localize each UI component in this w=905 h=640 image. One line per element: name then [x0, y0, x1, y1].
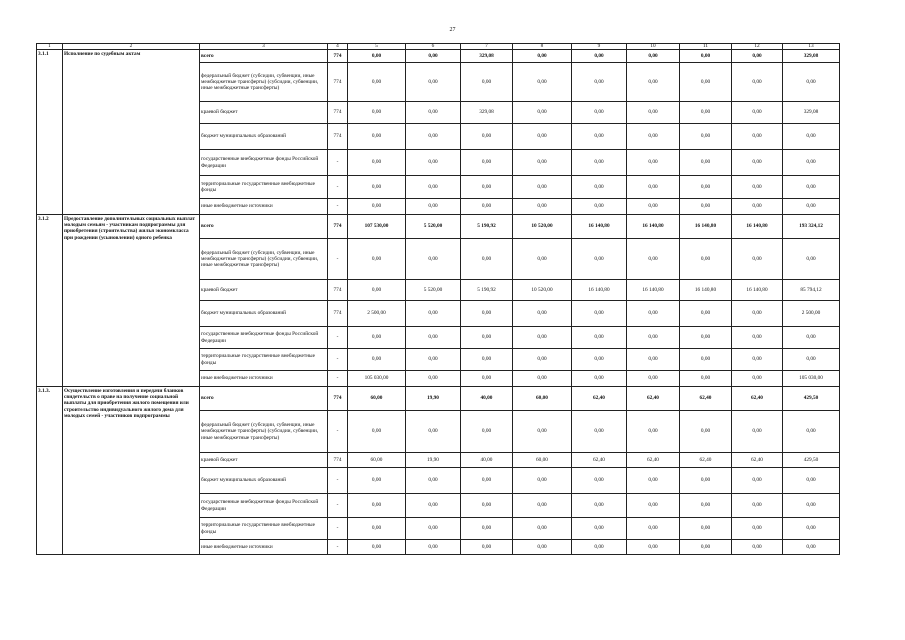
amount-cell: 40,00 [461, 453, 513, 468]
funding-source: всего [200, 50, 328, 63]
amount-cell: 0,00 [627, 199, 680, 215]
amount-cell: 0,00 [406, 301, 461, 327]
amount-cell: 0,00 [572, 349, 627, 371]
funding-source: краевой бюджет [200, 280, 328, 301]
budget-code: - [328, 239, 348, 280]
budget-code: 774 [328, 280, 348, 301]
budget-code: 774 [328, 124, 348, 150]
total-cell: 85 794,12 [783, 280, 840, 301]
total-cell: 0,00 [783, 327, 840, 349]
column-header: 2 [63, 44, 200, 50]
budget-code: - [328, 349, 348, 371]
page-number: 27 [449, 27, 456, 33]
amount-cell: 0,00 [680, 371, 732, 387]
amount-cell: 0,00 [732, 540, 783, 555]
amount-cell: 0,00 [461, 124, 513, 150]
amount-cell: 0,00 [572, 150, 627, 176]
total-cell: 329,08 [783, 50, 840, 63]
total-cell: 429,50 [783, 453, 840, 468]
column-header: 5 [348, 44, 406, 50]
amount-cell: 16 140,80 [680, 215, 732, 239]
amount-cell: 0,00 [627, 150, 680, 176]
amount-cell: 0,00 [572, 102, 627, 124]
amount-cell: 0,00 [348, 63, 406, 102]
amount-cell: 0,00 [461, 63, 513, 102]
amount-cell: 0,00 [461, 199, 513, 215]
amount-cell: 0,00 [572, 176, 627, 199]
budget-code: 774 [328, 301, 348, 327]
funding-source: территориальные государственные внебюджетные фонды [200, 176, 328, 199]
amount-cell: 0,00 [680, 468, 732, 494]
amount-cell: 62,40 [732, 453, 783, 468]
amount-cell: 62,40 [732, 387, 783, 411]
column-header: 11 [680, 44, 732, 50]
total-cell: 0,00 [783, 239, 840, 280]
budget-code: 774 [328, 50, 348, 63]
amount-cell: 0,00 [572, 468, 627, 494]
funding-source: бюджет муниципальных образований [200, 301, 328, 327]
budget-code: - [328, 150, 348, 176]
amount-cell: 0,00 [461, 518, 513, 540]
total-cell: 0,00 [783, 468, 840, 494]
amount-cell: 0,00 [461, 411, 513, 453]
amount-cell: 0,00 [513, 301, 572, 327]
funding-source: государственные внебюджетные фонды Российской Федерации [200, 150, 328, 176]
amount-cell: 0,00 [732, 63, 783, 102]
amount-cell: 0,00 [513, 102, 572, 124]
amount-cell: 16 140,80 [732, 215, 783, 239]
funding-source: бюджет муниципальных образований [200, 124, 328, 150]
total-cell: 0,00 [783, 494, 840, 518]
amount-cell: 0,00 [680, 176, 732, 199]
amount-cell: 16 140,80 [572, 280, 627, 301]
amount-cell: 0,00 [732, 411, 783, 453]
amount-cell: 0,00 [627, 411, 680, 453]
column-header: 3 [200, 44, 328, 50]
amount-cell: 0,00 [348, 124, 406, 150]
table-row [37, 387, 840, 411]
amount-cell: 60,00 [513, 387, 572, 411]
amount-cell: 19,90 [406, 387, 461, 411]
section-number: 3.1.2 [37, 215, 63, 387]
amount-cell: 0,00 [572, 327, 627, 349]
amount-cell: 0,00 [406, 349, 461, 371]
funding-source: иные внебюджетные источники [200, 371, 328, 387]
amount-cell: 40,00 [461, 387, 513, 411]
amount-cell: 0,00 [627, 468, 680, 494]
amount-cell: 0,00 [406, 102, 461, 124]
amount-cell: 0,00 [627, 63, 680, 102]
amount-cell: 0,00 [627, 102, 680, 124]
amount-cell: 0,00 [461, 150, 513, 176]
amount-cell: 0,00 [680, 150, 732, 176]
amount-cell: 0,00 [627, 301, 680, 327]
column-header: 1 [37, 44, 63, 50]
amount-cell: 0,00 [572, 518, 627, 540]
amount-cell: 0,00 [461, 327, 513, 349]
funding-source: государственные внебюджетные фонды Российской Федерации [200, 494, 328, 518]
amount-cell: 0,00 [406, 518, 461, 540]
column-header: 4 [328, 44, 348, 50]
amount-cell: 0,00 [572, 371, 627, 387]
amount-cell: 0,00 [348, 102, 406, 124]
amount-cell: 0,00 [513, 176, 572, 199]
section-number: 3.1.1 [37, 50, 63, 215]
amount-cell: 0,00 [513, 371, 572, 387]
amount-cell: 60,00 [348, 453, 406, 468]
amount-cell: 0,00 [572, 50, 627, 63]
amount-cell: 0,00 [572, 199, 627, 215]
amount-cell: 0,00 [406, 124, 461, 150]
amount-cell: 0,00 [732, 124, 783, 150]
amount-cell: 0,00 [572, 239, 627, 280]
total-cell: 0,00 [783, 150, 840, 176]
amount-cell: 0,00 [461, 468, 513, 494]
amount-cell: 0,00 [406, 327, 461, 349]
amount-cell: 0,00 [732, 301, 783, 327]
budget-code: - [328, 199, 348, 215]
amount-cell: 0,00 [513, 199, 572, 215]
total-cell: 193 324,12 [783, 215, 840, 239]
total-cell: 0,00 [783, 540, 840, 555]
funding-source: всего [200, 215, 328, 239]
budget-code: - [328, 176, 348, 199]
amount-cell: 0,00 [348, 494, 406, 518]
amount-cell: 0,00 [348, 540, 406, 555]
amount-cell: 62,40 [680, 453, 732, 468]
amount-cell: 0,00 [348, 349, 406, 371]
amount-cell: 0,00 [732, 349, 783, 371]
funding-source: краевой бюджет [200, 102, 328, 124]
funding-source: территориальные государственные внебюджетные фонды [200, 518, 328, 540]
funding-source: краевой бюджет [200, 453, 328, 468]
column-header: 8 [513, 44, 572, 50]
amount-cell: 0,00 [680, 124, 732, 150]
amount-cell: 329,08 [461, 102, 513, 124]
budget-code: 774 [328, 453, 348, 468]
amount-cell: 2 500,00 [348, 301, 406, 327]
amount-cell: 0,00 [732, 327, 783, 349]
amount-cell: 0,00 [572, 301, 627, 327]
total-cell: 429,50 [783, 387, 840, 411]
amount-cell: 0,00 [513, 50, 572, 63]
total-cell: 0,00 [783, 176, 840, 199]
amount-cell: 0,00 [513, 411, 572, 453]
total-cell: 0,00 [783, 124, 840, 150]
amount-cell: 0,00 [406, 468, 461, 494]
amount-cell: 0,00 [680, 518, 732, 540]
amount-cell: 0,00 [680, 50, 732, 63]
amount-cell: 0,00 [680, 349, 732, 371]
amount-cell: 329,08 [461, 50, 513, 63]
amount-cell: 0,00 [348, 50, 406, 63]
amount-cell: 0,00 [732, 150, 783, 176]
amount-cell: 0,00 [513, 494, 572, 518]
budget-code: - [328, 468, 348, 494]
amount-cell: 60,00 [348, 387, 406, 411]
funding-source: всего [200, 387, 328, 411]
section-number: 3.1.3. [37, 387, 63, 555]
amount-cell: 0,00 [348, 239, 406, 280]
amount-cell: 5 520,00 [406, 215, 461, 239]
amount-cell: 0,00 [513, 150, 572, 176]
column-header: 12 [732, 44, 783, 50]
amount-cell: 0,00 [406, 176, 461, 199]
funding-source: федеральный бюджет (субсидии, субвенции, иные межбюджетные трансферты) (субсидии, субвенции, иные межбюджетные трансферты) [200, 239, 328, 280]
total-cell: 105 030,00 [783, 371, 840, 387]
amount-cell: 0,00 [680, 63, 732, 102]
column-header: 7 [461, 44, 513, 50]
amount-cell: 0,00 [627, 327, 680, 349]
funding-source: федеральный бюджет (субсидии, субвенции, иные межбюджетные трансферты) (субсидии, субвенции, иные межбюджетные трансферты) [200, 411, 328, 453]
total-cell: 0,00 [783, 63, 840, 102]
amount-cell: 62,40 [627, 387, 680, 411]
amount-cell: 0,00 [627, 124, 680, 150]
amount-cell: 0,00 [406, 50, 461, 63]
amount-cell: 0,00 [348, 411, 406, 453]
amount-cell: 0,00 [572, 63, 627, 102]
amount-cell: 0,00 [348, 176, 406, 199]
funding-source: иные внебюджетные источники [200, 199, 328, 215]
amount-cell: 0,00 [732, 518, 783, 540]
amount-cell: 0,00 [513, 468, 572, 494]
amount-cell: 0,00 [348, 280, 406, 301]
amount-cell: 0,00 [680, 327, 732, 349]
funding-source: государственные внебюджетные фонды Российской Федерации [200, 327, 328, 349]
budget-code: - [328, 518, 348, 540]
amount-cell: 62,40 [680, 387, 732, 411]
amount-cell: 0,00 [572, 494, 627, 518]
funding-source: территориальные государственные внебюджетные фонды [200, 349, 328, 371]
amount-cell: 62,40 [572, 453, 627, 468]
amount-cell: 0,00 [461, 176, 513, 199]
amount-cell: 0,00 [348, 199, 406, 215]
budget-code: - [328, 540, 348, 555]
amount-cell: 0,00 [406, 371, 461, 387]
budget-code: 774 [328, 215, 348, 239]
amount-cell: 0,00 [513, 327, 572, 349]
total-cell: 0,00 [783, 349, 840, 371]
amount-cell: 5 520,00 [406, 280, 461, 301]
amount-cell: 10 520,00 [513, 280, 572, 301]
table-row [37, 50, 840, 63]
amount-cell: 0,00 [461, 301, 513, 327]
amount-cell: 0,00 [680, 540, 732, 555]
amount-cell: 62,40 [572, 387, 627, 411]
total-cell: 0,00 [783, 518, 840, 540]
budget-table [36, 43, 840, 555]
amount-cell: 0,00 [513, 239, 572, 280]
funding-source: федеральный бюджет (субсидии, субвенции, иные межбюджетные трансферты) (субсидии, субвенции, иные межбюджетные трансферты) [200, 63, 328, 102]
total-cell: 329,08 [783, 102, 840, 124]
amount-cell: 0,00 [732, 371, 783, 387]
amount-cell: 0,00 [572, 540, 627, 555]
amount-cell: 0,00 [461, 540, 513, 555]
amount-cell: 0,00 [348, 468, 406, 494]
amount-cell: 0,00 [680, 301, 732, 327]
column-header: 13 [783, 44, 840, 50]
total-cell: 0,00 [783, 199, 840, 215]
amount-cell: 0,00 [348, 150, 406, 176]
amount-cell: 0,00 [348, 518, 406, 540]
amount-cell: 5 190,92 [461, 280, 513, 301]
budget-code: - [328, 494, 348, 518]
amount-cell: 5 190,92 [461, 215, 513, 239]
amount-cell: 0,00 [513, 518, 572, 540]
amount-cell: 0,00 [627, 540, 680, 555]
section-name: Исполнение по судебным актам [63, 50, 200, 215]
amount-cell: 107 530,00 [348, 215, 406, 239]
amount-cell: 19,90 [406, 453, 461, 468]
section-name: Осуществление изготовления и передачи бланков свидетельств о праве на получение социальной выплаты для приобретения жилого помещения или строительство индивидуального жилого дома для молодых семей - участников подпрограммы [63, 387, 200, 555]
amount-cell: 0,00 [406, 239, 461, 280]
amount-cell: 0,00 [627, 371, 680, 387]
column-header: 10 [627, 44, 680, 50]
amount-cell: 0,00 [627, 50, 680, 63]
table-row [37, 215, 840, 239]
amount-cell: 16 140,80 [572, 215, 627, 239]
total-cell: 0,00 [783, 411, 840, 453]
amount-cell: 0,00 [406, 540, 461, 555]
amount-cell: 105 030,00 [348, 371, 406, 387]
amount-cell: 0,00 [461, 349, 513, 371]
budget-code: - [328, 411, 348, 453]
column-header: 9 [572, 44, 627, 50]
amount-cell: 0,00 [406, 199, 461, 215]
amount-cell: 0,00 [732, 494, 783, 518]
amount-cell: 0,00 [461, 494, 513, 518]
amount-cell: 0,00 [406, 150, 461, 176]
amount-cell: 0,00 [406, 494, 461, 518]
amount-cell: 0,00 [406, 63, 461, 102]
amount-cell: 60,00 [513, 453, 572, 468]
amount-cell: 0,00 [732, 50, 783, 63]
amount-cell: 62,40 [627, 453, 680, 468]
amount-cell: 0,00 [348, 327, 406, 349]
amount-cell: 0,00 [627, 349, 680, 371]
amount-cell: 0,00 [680, 239, 732, 280]
amount-cell: 0,00 [406, 411, 461, 453]
budget-code: 774 [328, 102, 348, 124]
amount-cell: 0,00 [513, 124, 572, 150]
amount-cell: 0,00 [461, 239, 513, 280]
amount-cell: 0,00 [680, 494, 732, 518]
amount-cell: 0,00 [732, 176, 783, 199]
amount-cell: 16 140,80 [627, 280, 680, 301]
budget-code: 774 [328, 387, 348, 411]
section-name: Предоставление дополнительных социальных выплат молодым семьям - участникам подпрограммы для приобретения (строительства) жилья экономкласса при рождении (усыновлении) одного ребенка [63, 215, 200, 387]
funding-source: бюджет муниципальных образований [200, 468, 328, 494]
amount-cell: 16 140,80 [680, 280, 732, 301]
amount-cell: 0,00 [627, 239, 680, 280]
funding-source: иные внебюджетные источники [200, 540, 328, 555]
total-cell: 2 500,00 [783, 301, 840, 327]
amount-cell: 0,00 [627, 494, 680, 518]
budget-code: - [328, 371, 348, 387]
amount-cell: 0,00 [732, 199, 783, 215]
amount-cell: 0,00 [627, 176, 680, 199]
amount-cell: 10 520,00 [513, 215, 572, 239]
amount-cell: 0,00 [513, 63, 572, 102]
amount-cell: 0,00 [513, 349, 572, 371]
amount-cell: 0,00 [732, 102, 783, 124]
amount-cell: 0,00 [680, 411, 732, 453]
amount-cell: 0,00 [572, 124, 627, 150]
amount-cell: 0,00 [680, 199, 732, 215]
amount-cell: 0,00 [461, 371, 513, 387]
amount-cell: 0,00 [627, 518, 680, 540]
amount-cell: 16 140,80 [627, 215, 680, 239]
amount-cell: 16 140,80 [732, 280, 783, 301]
budget-code: - [328, 327, 348, 349]
amount-cell: 0,00 [732, 468, 783, 494]
amount-cell: 0,00 [732, 239, 783, 280]
column-header: 6 [406, 44, 461, 50]
budget-code: 774 [328, 63, 348, 102]
amount-cell: 0,00 [513, 540, 572, 555]
amount-cell: 0,00 [680, 102, 732, 124]
amount-cell: 0,00 [572, 411, 627, 453]
